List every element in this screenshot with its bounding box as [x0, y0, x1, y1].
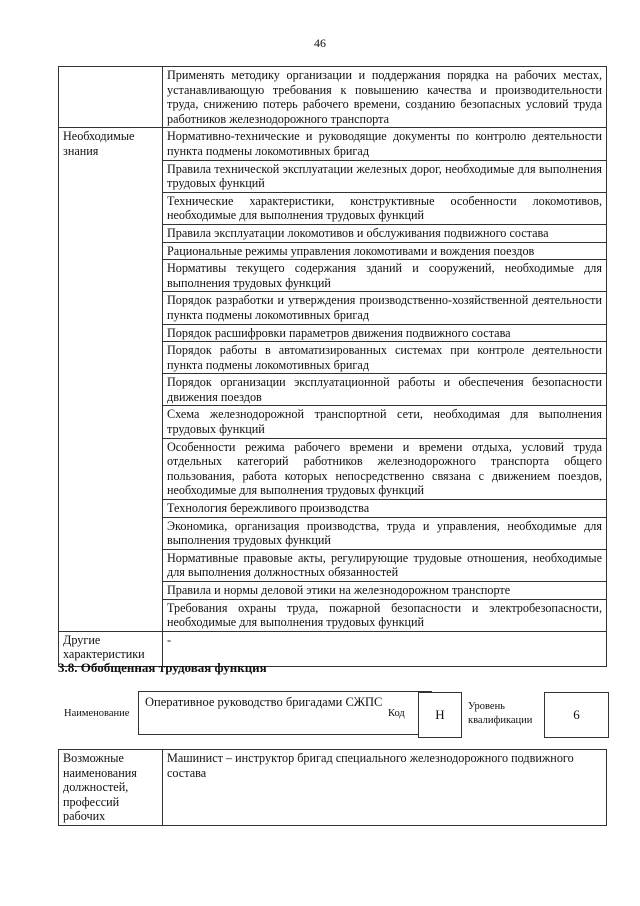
- knowledge-item: Порядок расшифровки параметров движения подвижного состава: [163, 324, 607, 342]
- knowledge-item: Правила технической эксплуатации железных дорог, необходимые для выполнения трудовых функций: [163, 160, 607, 192]
- section-heading: 3.8. Обобщенная трудовая функция: [58, 660, 267, 675]
- page-number: 46: [314, 36, 326, 50]
- skills-knowledge-table: [58, 66, 607, 667]
- knowledge-item: Нормативно-технические и руководящие документы по контролю деятельности пункта подмены локомотивных бригад: [163, 128, 607, 160]
- generalized-function-row: [58, 690, 607, 740]
- knowledge-item: Рациональные режимы управления локомотивами и вождения поездов: [163, 242, 607, 260]
- name-label: Наименование: [64, 708, 130, 719]
- knowledge-item: Требования охраны труда, пожарной безопасности и электробезопасности, необходимые для выполнения трудовых функций: [163, 599, 607, 631]
- code-value-box: H: [418, 692, 462, 738]
- knowledge-item: Порядок работы в автоматизированных системах при контроле деятельности пункта подмены локомотивных бригад: [163, 342, 607, 374]
- knowledge-item: Экономика, организация производства, труда и управления, необходимые для выполнения трудовых функций: [163, 517, 607, 549]
- knowledge-item: Нормативные правовые акты, регулирующие трудовые отношения, необходимые для выполнения должностных обязанностей: [163, 549, 607, 581]
- name-value-box: Оперативное руководство бригадами СЖПС: [138, 691, 432, 735]
- other-characteristics-label: Другие характеристики: [59, 631, 163, 666]
- knowledge-item: Схема железнодорожной транспортной сети, необходимая для выполнения трудовых функций: [163, 406, 607, 438]
- knowledge-item: Технология бережливого производства: [163, 500, 607, 518]
- knowledge-item: Правила эксплуатации локомотивов и обслуживания подвижного состава: [163, 224, 607, 242]
- other-characteristics-value: -: [163, 631, 607, 666]
- knowledge-item: Нормативы текущего содержания зданий и сооружений, необходимые для выполнения трудовых функций: [163, 260, 607, 292]
- level-label: Уровень квалификации: [468, 701, 533, 726]
- skill-item: Применять методику организации и поддержания порядка на рабочих местах, устанавливающую требования к повышению качества и производительности труда, снижению потерь рабочего времени, созданию безопасных условий труда работников железнодорожного транспорта: [163, 67, 607, 128]
- positions-table: [58, 749, 607, 826]
- level-value-box: 6: [544, 692, 609, 738]
- knowledge-label: Необходимые знания: [59, 128, 163, 631]
- positions-value: Машинист – инструктор бригад специального железнодорожного подвижного состава: [163, 750, 607, 826]
- knowledge-item: Технические характеристики, конструктивные особенности локомотивов, необходимые для выполнения трудовых функций: [163, 192, 607, 224]
- positions-label: Возможные наименования должностей, профессий рабочих: [59, 750, 163, 826]
- row-label: [59, 67, 163, 128]
- knowledge-item: Правила и нормы деловой этики на железнодорожном транспорте: [163, 582, 607, 600]
- code-label: Код: [388, 708, 405, 719]
- knowledge-item: Порядок разработки и утверждения производственно-хозяйственной деятельности пункта подмены локомотивных бригад: [163, 292, 607, 324]
- knowledge-item: Особенности режима рабочего времени и времени отдыха, условий труда отдельных категорий работников железнодорожного транспорта общего пользования, работа которых непосредственно связана с движением поездов, необходимые для выполнения трудовых функций: [163, 438, 607, 499]
- knowledge-item: Порядок организации эксплуатационной работы и обеспечения безопасности движения поездов: [163, 374, 607, 406]
